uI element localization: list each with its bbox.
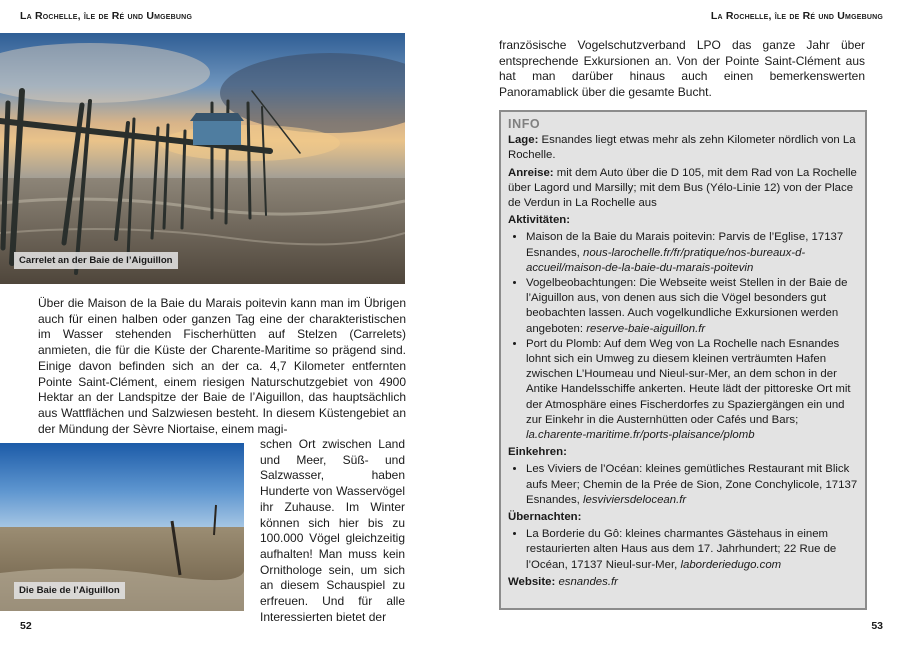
right-page [452, 0, 903, 648]
akt1-text: Maison de la Baie du Marais poitevin: Parvis de l’Eglise, 17137 Esnandes, [526, 231, 844, 259]
akt3-text: Port du Plomb: Auf dem Weg von La Rochelle nach Esnandes lohnt sich ein Umweg zu diesem kleinen verträumten Hafen zwischen L’Houmeau und Nieul-sur-Mer, an dem schon in der Antike Handelsschiffe ankerten. Heute lädt der pittoreske Ort mit der Atmosphäre eines Fischerdorfes zu Spaziergängen ein und zur Einkehr in die Austernhütten oder Cafés und Bars; [526, 337, 851, 426]
photo-caption-carrelet: Carrelet an der Baie de l’Aiguillon [14, 252, 178, 269]
list-item [526, 276, 858, 337]
uebernachten-list [508, 527, 858, 573]
uebern1-text: La Borderie du Gô: kleines charmantes Gästehaus in einem restaurierten alten Haus aus dem 17. Jahrhundert; 22 Rue de l’Océan, 17137 Nieul-sur-Mer, [526, 528, 837, 571]
info-anreise [508, 166, 858, 212]
list-item [526, 230, 858, 276]
eink1-text: Les Viviers de l’Océan: kleines gemütliches Restaurant mit Blick aufs Meer; Chemin de la Prée de Sion, Zone Conchylicole, 17137 Esnandes, [526, 463, 858, 506]
website-link[interactable]: esnandes.fr [558, 575, 618, 588]
aktivitaeten-label: Aktivitäten: [508, 214, 571, 227]
lage-text: Esnandes liegt etwas mehr als zehn Kilometer nördlich von La Rochelle. [508, 134, 856, 162]
info-einkehren-heading [508, 445, 858, 460]
photo-baie [0, 443, 244, 611]
list-item [526, 337, 858, 443]
info-box-title: INFO [508, 117, 541, 131]
eink1-link[interactable]: lesviviersdelocean.fr [583, 493, 687, 506]
photo-caption-baie: Die Baie de l’Aiguillon [14, 582, 125, 599]
wrapped-text-column: schen Ort zwischen Land und Meer, Süß- und Salzwasser, haben Hunderte von Wasservögel ihr Zuhause. Im Winter können sich hier bis zu 100.000 Vögel gleichzeitig aufhalten! Man muss kein Ornithologe sein, um sich an diesem Schauspiel zu erfreuen. Und für alle Interessierten bietet der [260, 437, 405, 624]
continuation-paragraph: französische Vogelschutzverband LPO das ganze Jahr über entsprechende Exkursionen an. Von der Pointe Saint-Clément aus hat man darüber hinaus auch einen bemerkenswerten Panoramablick über die gesamte Bucht. [499, 38, 865, 100]
einkehren-label: Einkehren: [508, 446, 567, 459]
aktivitaeten-list [508, 230, 858, 443]
akt1-link[interactable]: nous-larochelle.fr/fr/pratique/nos-bureaux-d-accueil/maison-de-la-baie-du-marais-poitevin [526, 246, 806, 274]
info-website [508, 575, 858, 590]
left-page [0, 0, 451, 648]
carrelet-photo-image [0, 33, 405, 284]
list-item [526, 527, 858, 573]
main-paragraph: Über die Maison de la Baie du Marais poitevin kann man im Übrigen auch für einen halben oder ganzen Tag eine der charakteristischen im Wasser stehenden Fischerhütten auf Stelzen (Carrelets) anmieten, die für die Küste der Charente-Maritime so prägend sind. Einige davon befinden sich an der ca. 4,7 Kilometer entfernten Pointe Saint-Clément, einem riesigen Naturschutzgebiet von 4900 Hektar an der Landspitze der Baie de l’Aiguillon, das hauptsächlich aus Wattflächen und Salzwiesen besteht. In diesem Küstengebiet an der Mündung der Sèvre Niortaise, einem magi- [38, 296, 406, 436]
uebernachten-label: Übernachten: [508, 511, 582, 524]
akt2-text: Vogelbeobachtungen: Die Webseite weist Stellen in der Baie de l’Aiguillon aus, von denen aus sich die Vögel besonders gut beobachten lassen. Auch vogelkundliche Exkursionen werden angeboten: [526, 277, 848, 335]
running-head-left: La Rochelle, île de Ré und Umgebung [20, 10, 193, 22]
page-number-right: 53 [871, 620, 883, 632]
info-lage [508, 133, 858, 163]
photo-carrelet [0, 33, 405, 284]
anreise-text: mit dem Auto über die D 105, mit dem Rad von La Rochelle über Lagord und Marsilly; mit dem Bus (Yélo-Linie 12) von der Place de Verdun in La Rochelle aus [508, 166, 857, 210]
list-item [526, 462, 858, 508]
running-head-right: La Rochelle, île de Ré und Umgebung [710, 10, 883, 22]
info-aktivitaeten-heading [508, 213, 858, 228]
akt2-link[interactable]: reserve-baie-aiguillon.fr [586, 322, 706, 335]
info-uebernachten-heading [508, 510, 858, 525]
website-label: Website: [508, 575, 556, 588]
lage-label: Lage: [508, 134, 539, 147]
einkehren-list [508, 462, 858, 508]
akt3-link[interactable]: la.charente-maritime.fr/ports-plaisance/plomb [526, 429, 755, 442]
main-text-block [38, 296, 406, 437]
anreise-label: Anreise: [508, 166, 554, 179]
info-box [499, 110, 867, 610]
uebern1-link[interactable]: laborderiedugo.com [680, 558, 782, 571]
page-number-left: 52 [20, 620, 32, 632]
